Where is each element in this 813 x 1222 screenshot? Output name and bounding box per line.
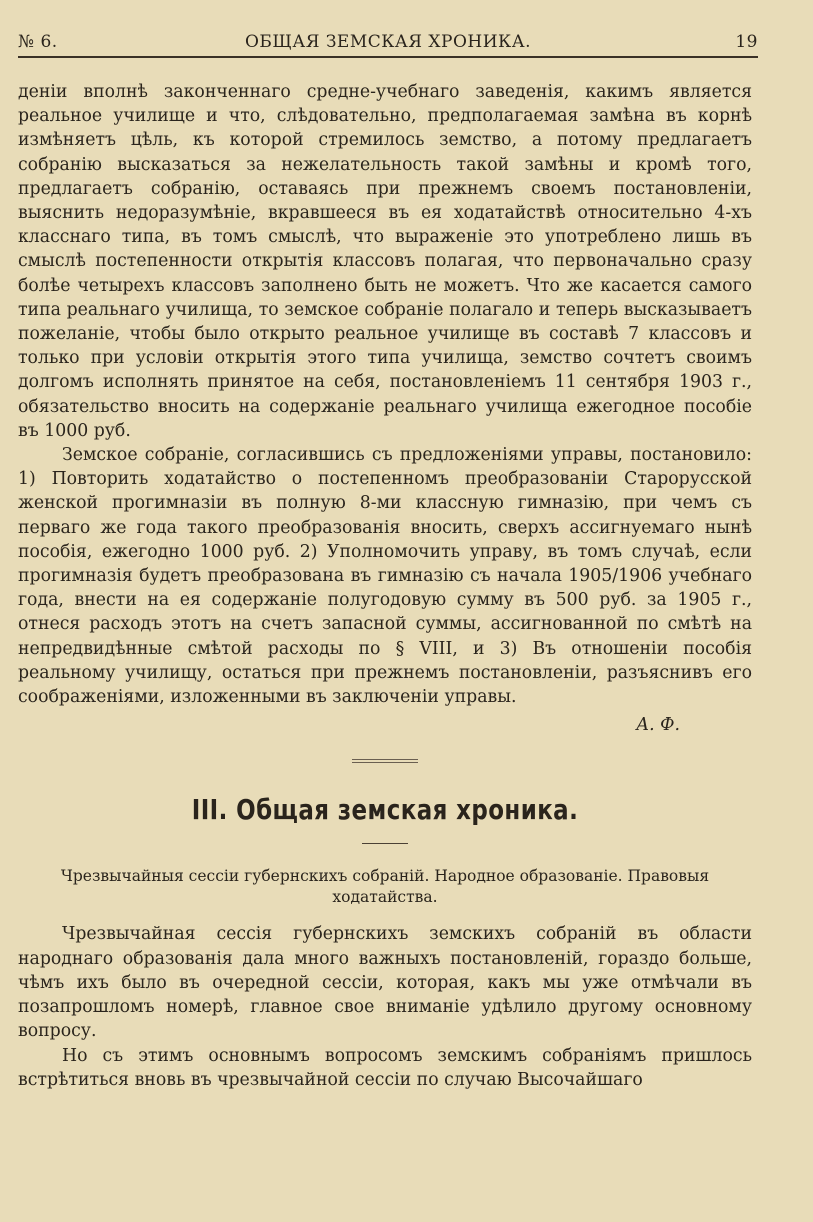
paragraph-resolution: Земское собранiе, согласившись съ предложенiями управы, постановило: 1) Повторить ходатайство о постепенномъ преобразованiи Старорусской женской прогимназiи въ полную 8-ми классную гимназiю, при чемъ съ перваго же года такого преобразованiя вносить, сверхъ ассигнуемаго нынѣ пособiя, ежегодно 1000 руб. 2) Уполномочить управу, въ томъ случаѣ, если прогимназiя будетъ преобразована въ гимназiю съ начала 1905/1906 учебнаго года, внести на ея содержанiе полугодовую сумму въ 500 руб. за 1905 г., отнеся расходъ этотъ на счетъ запасной суммы, ассигнованной по смѣтѣ на непредвидѣнные смѣтой расходы по § VIII, и 3) Въ отношенiи пособiя реальному училищу, остаться при прежнемъ постановленiи, разъяснивъ его соображенiями, изложенными въ заключенiи управы.	[18, 445, 752, 708]
section-paragraph: Но съ этимъ основнымъ вопросомъ земскимъ собранiямъ пришлось встрѣтиться вновь въ чрезвычайной сессiи по случаю Высочайшаго	[18, 1045, 752, 1090]
signature: А. Ф.	[636, 715, 680, 736]
paragraph-continued: денiи вполнѣ законченнаго средне-учебнаго заведенiя, какимъ является реальное училище и что, слѣдовательно, предполагаемая замѣна въ корнѣ измѣняетъ цѣль, къ которой стремилось земство, а потому предлагаетъ собранiю высказаться за нежелательность такой замѣны и кромѣ того, предлагаетъ собранiю, оставаясь при прежнемъ своемъ постановленiи, выяснить недоразумѣнiе, вкравшееся въ ея ходатайствѣ относительно 4-хъ класснаго типа, въ томъ смыслѣ, что выраженiе это употреблено лишь въ смыслѣ постепенности открытiя классовъ полагая, что первоначально сразу болѣе четырехъ классовъ заполнено быть не можетъ. Что же касается самого типа реальнаго училища, то земское собранiе полагало и теперь высказываетъ пожеланiе, чтобы было открыто реальное училище въ составѣ 7 классовъ и только при условiи открытiя этого типа училища, земство сочтетъ своимъ долгомъ исполнять принятое на себя, постановленiемъ 11 сентября 1903 г., обязательство вносить на содержанiе реальнаго училища ежегодное пособiе въ 1000 руб.	[18, 82, 752, 441]
section-paragraph: Чрезвычайная сессiя губернскихъ земскихъ собранiй въ области народнаго образованiя дала много важныхъ постановленiй, гораздо больше, чѣмъ ихъ было въ очередной сессiи, которая, какъ мы уже отмѣчали въ позапрошломъ номерѣ, главное свое вниманiе удѣлило другому основному вопросу.	[18, 924, 752, 1042]
section-subtitle: Чрезвычайныя сессiи губернскихъ собранiй. Народное образованiе. Правовыя ходатайства.	[60, 867, 710, 907]
title-rule	[362, 843, 408, 844]
section-separator	[352, 759, 418, 763]
running-title: ОБЩАЯ ЗЕМСКАЯ ХРОНИКА.	[245, 32, 531, 52]
running-header	[18, 30, 758, 58]
issue-number: № 6.	[18, 32, 58, 52]
page-number: 19	[735, 32, 758, 52]
section-title: III. Общая земская хроника.	[191, 793, 579, 827]
page-body	[18, 80, 752, 1092]
